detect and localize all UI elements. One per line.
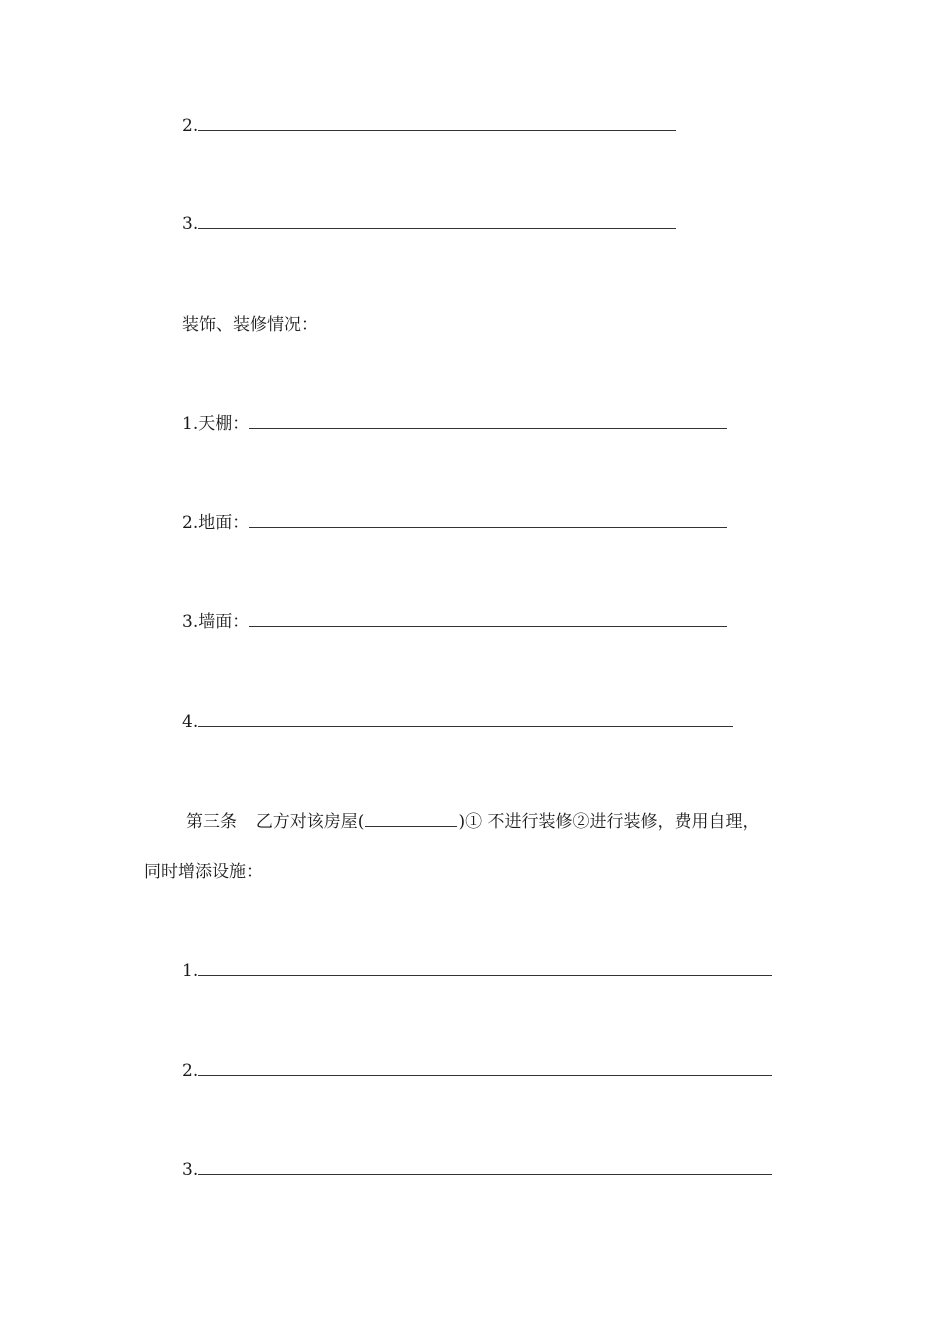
- article3-line1: [186, 811, 760, 833]
- fill-in-line[interactable]: [198, 214, 676, 229]
- fill-in-line[interactable]: [198, 1160, 772, 1175]
- decoration-item-wall: [182, 611, 727, 633]
- article-text-after: )① 不进行装修②进行装修，费用自理，: [458, 812, 760, 832]
- decoration-heading: 装饰、装修情况：: [182, 315, 318, 335]
- blank-item-2: [182, 115, 676, 137]
- item-label: 2.: [182, 116, 199, 136]
- blank-item-3: [182, 213, 676, 235]
- fill-in-line[interactable]: [198, 712, 733, 727]
- fill-in-line[interactable]: [198, 116, 676, 131]
- item-label: 1.天棚：: [182, 414, 250, 434]
- decoration-item-4: [182, 711, 733, 733]
- fill-in-line[interactable]: [249, 612, 727, 627]
- item-label: 1.: [182, 961, 199, 981]
- option-blank[interactable]: [365, 812, 457, 827]
- fill-in-line[interactable]: [198, 961, 772, 976]
- item-label: 4.: [182, 712, 199, 732]
- facility-item-2: [182, 1060, 772, 1082]
- article-title: 第三条: [186, 812, 237, 832]
- facility-item-3: [182, 1159, 772, 1181]
- item-label: 2.地面：: [182, 513, 250, 533]
- facility-item-1: [182, 960, 772, 982]
- item-label: 3.墙面：: [182, 612, 250, 632]
- article-text-before: 乙方对该房屋(: [255, 812, 365, 832]
- item-label: 3.: [182, 214, 199, 234]
- item-label: 3.: [182, 1160, 199, 1180]
- article3-line2: 同时增添设施：: [144, 862, 263, 882]
- decoration-item-floor: [182, 512, 727, 534]
- fill-in-line[interactable]: [249, 414, 727, 429]
- fill-in-line[interactable]: [198, 1061, 772, 1076]
- decoration-item-ceiling: [182, 413, 727, 435]
- item-label: 2.: [182, 1061, 199, 1081]
- fill-in-line[interactable]: [249, 513, 727, 528]
